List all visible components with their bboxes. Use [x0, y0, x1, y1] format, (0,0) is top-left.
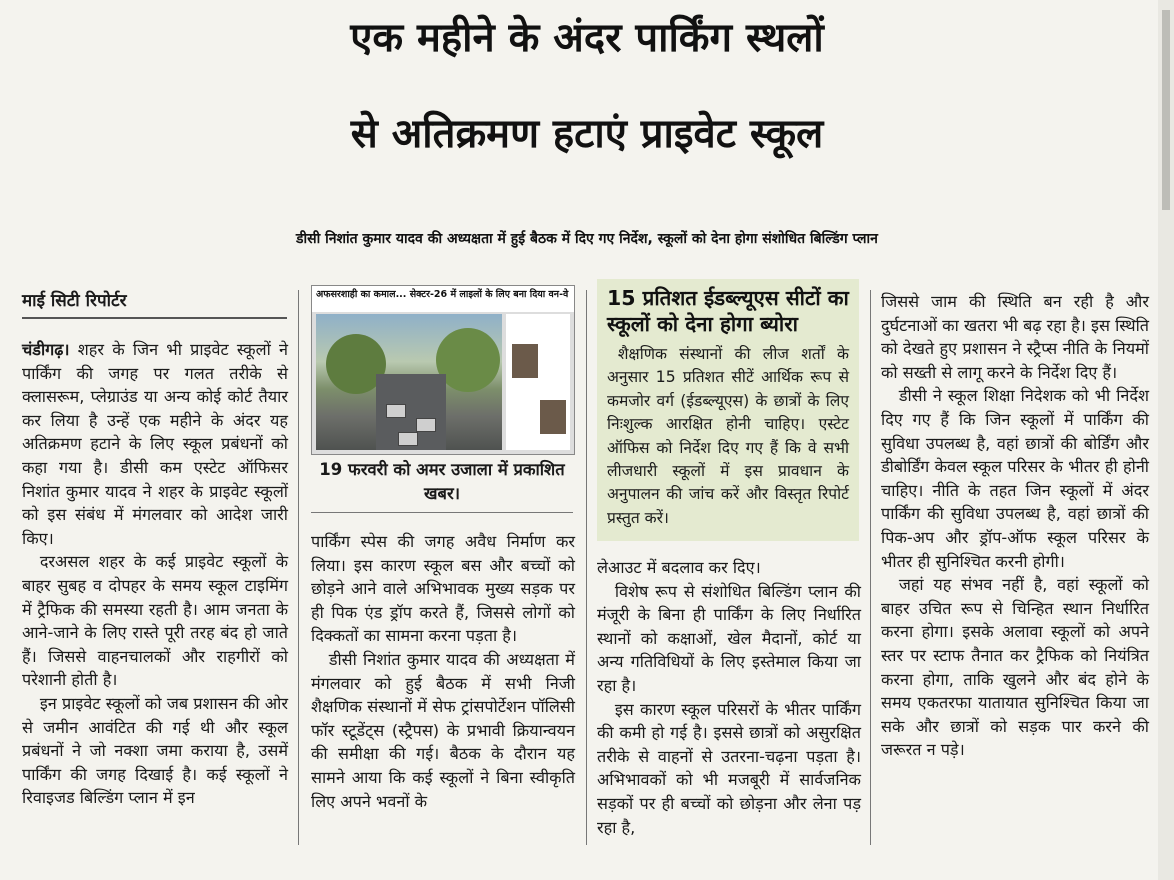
headline-line-2: से अतिक्रमण हटाएं प्राइवेट स्कूल	[350, 111, 824, 157]
paragraph: डीसी ने स्कूल शिक्षा निदेशक को भी निर्देश दिए गए हैं कि जिन स्कूलों में पार्किंग की सुविधा उपलब्ध है, वहां छात्रों की बोर्डिंग और डीबोर्डिंग केवल स्कूल परिसर के भीतर ही होनी चाहिए। नीति के तहत जिन स्कूलों में अंदर पार्किंग की सुविधा उपलब्ध है, वहां छात्रों की पिक-अप और ड्रॉप-ऑफ स्कूल परिसर के भीतर ही सुनिश्चित करनी होगी।	[881, 386, 1149, 571]
news-clipping-photo	[311, 285, 575, 455]
paragraph: इन प्राइवेट स्कूलों को जब प्रशासन की ओर से जमीन आवंटित की गई थी और स्कूल प्रबंधनों ने जो नक्शा जमा कराया है, उसमें पार्किंग की जगह दिखाई है। कई स्कूलों ने रिवाइजड बिल्डिंग प्लान में इन	[22, 693, 288, 808]
paragraph: जिससे जाम की स्थिति बन रही है और दुर्घटनाओं का खतरा भी बढ़ रहा है। इस स्थिति को देखते हुए प्रशासन ने स्ट्रैप्स नीति के नियमों को सख्ती से लागू करने के निर्देश दिए हैं।	[881, 292, 1149, 382]
page-edge	[1158, 0, 1174, 880]
column-divider	[298, 290, 299, 845]
paragraph: दरअसल शहर के कई प्राइवेट स्कूलों के बाहर सुबह व दोपहर के समय स्कूल टाइमिंग में ट्रैफिक की समस्या रहती है। आम जनता के आने-जाने के लिए रास्ते पूरी तरह बंद हो जाते हैं। जिससे वाहनचालकों और राहगीरों को परेशानी होती है।	[22, 552, 288, 690]
clipping-headline: अफसरशाही का कमाल... सेक्टर-26 में लाइलों के लिए बना दिया वन-वे	[312, 286, 574, 312]
article-column-2	[311, 530, 575, 813]
paragraph: डीसी निशांत कुमार यादव की अध्यक्षता में मंगलवार को हुई बैठक में सभी निजी शैक्षणिक संस्थानों में सेफ ट्रांसपोर्टेशन पॉलिसी फॉर स्टूडेंट्स (स्ट्रैपस) के प्रभावी क्रियान्वयन की समीक्षा की गई। बैठक के दौरान यह सामने आया कि कई स्कूलों ने बिना स्वीकृति लिए अपने भवनों के	[311, 649, 575, 811]
paragraph: पार्किंग स्पेस की जगह अवैध निर्माण कर लिया। इस कारण स्कूल बस और बच्चों को छोड़ने आने वाले अभिभावक मुख्य सड़क पर ही पिक एंड ड्रॉप करते हैं, जिससे लोगों को दिक्कतों का सामना करना पड़ता है।	[311, 532, 575, 646]
subheadline: डीसी निशांत कुमार यादव की अध्यक्षता में हुई बैठक में दिए गए निर्देश, स्कूलों को देना होगा संशोधित बिल्डिंग प्लान	[296, 231, 878, 247]
article-column-3	[597, 556, 861, 839]
paragraph: इस कारण स्कूल परिसरों के भीतर पार्किंग की कमी हो गई है। इससे छात्रों को असुरक्षित तरीके से वाहनों से उतरना-चढ़ना पड़ता है। अभिभावकों को भी मजबूरी में सार्वजनिक सड़कों पर ही बच्चों को छोड़ना और लेना पड़ रहा है,	[597, 699, 861, 837]
paragraph: विशेष रूप से संशोधित बिल्डिंग प्लान की मंजूरी के बिना ही पार्किंग के लिए निर्धारित स्थानों को कक्षाओं, खेल मैदानों, कोर्ट या अन्य गतिविधियों के लिए इस्तेमाल किया जा रहा है।	[597, 581, 861, 695]
photo-caption: 19 फरवरी को अमर उजाला में प्रकाशित खबर।	[319, 460, 565, 503]
paragraph: शैक्षणिक संस्थानों की लीज शर्तों के अनुसार 15 प्रतिशत सीटें आर्थिक रूप से कमजोर वर्ग (ईडब्ल्यूएस) के छात्रों के लिए निःशुल्क आरक्षित होनी चाहिए। एस्टेट ऑफिस को निर्देश दिए गए हैं कि वे सभी लीजधारी स्कूलों में इस प्रावधान के अनुपालन की जांच करें और विस्तृत रिपोर्ट प्रस्तुत करें।	[607, 345, 849, 527]
paragraph-text: शहर के जिन भी प्राइवेट स्कूलों ने पार्किंग की जगह पर गलत तरीके से क्लासरूम, प्लेग्राउंड या अन्य कोई कोर्ट तैयार कर लिया है उन्हें एक महीने के अंदर यह अतिक्रमण हटाने के लिए स्कूल प्रबंधनों को कहा गया है। डीसी कम एस्टेट ऑफिसर निशांत कुमार यादव ने शहर के प्राइवेट स्कूलों को इस संबंध में मंगलवार को आदेश जारी किए।	[22, 340, 288, 548]
article-column-1	[22, 338, 288, 810]
headline-line-1: एक महीने के अंदर पार्किंग स्थलों	[350, 15, 824, 61]
paragraph: जहां यह संभव नहीं है, वहां स्कूलों को बाहर उचित रूप से चिन्हित स्थान निर्धारित करना होगा। इसके अलावा स्कूलों को अपने स्तर पर स्टाफ तैनात कर ट्रैफिक को नियंत्रित करना होगा, ताकि खुलने और बंद होने के समय एकतरफा यातायात सुनिश्चित किया जा सके और छात्रों को सड़क पार करने की जरूरत न पड़े।	[881, 575, 1149, 760]
paragraph	[22, 338, 288, 550]
sidebar-box	[597, 279, 859, 541]
box-text	[607, 343, 849, 530]
paragraph: लेआउट में बदलाव कर दिए।	[597, 558, 761, 577]
caption-rule	[311, 512, 573, 513]
column-divider	[870, 290, 871, 845]
byline: माई सिटी रिपोर्टर	[22, 288, 287, 319]
article-column-4	[881, 290, 1149, 762]
clipping-side-column	[506, 314, 570, 450]
dateline-city: चंडीगढ़।	[22, 340, 70, 359]
column-divider	[586, 290, 587, 845]
street-photo	[316, 314, 502, 450]
box-title: 15 प्रतिशत ईडब्ल्यूएस सीटों का स्कूलों को देना होगा ब्योरा	[607, 286, 849, 336]
